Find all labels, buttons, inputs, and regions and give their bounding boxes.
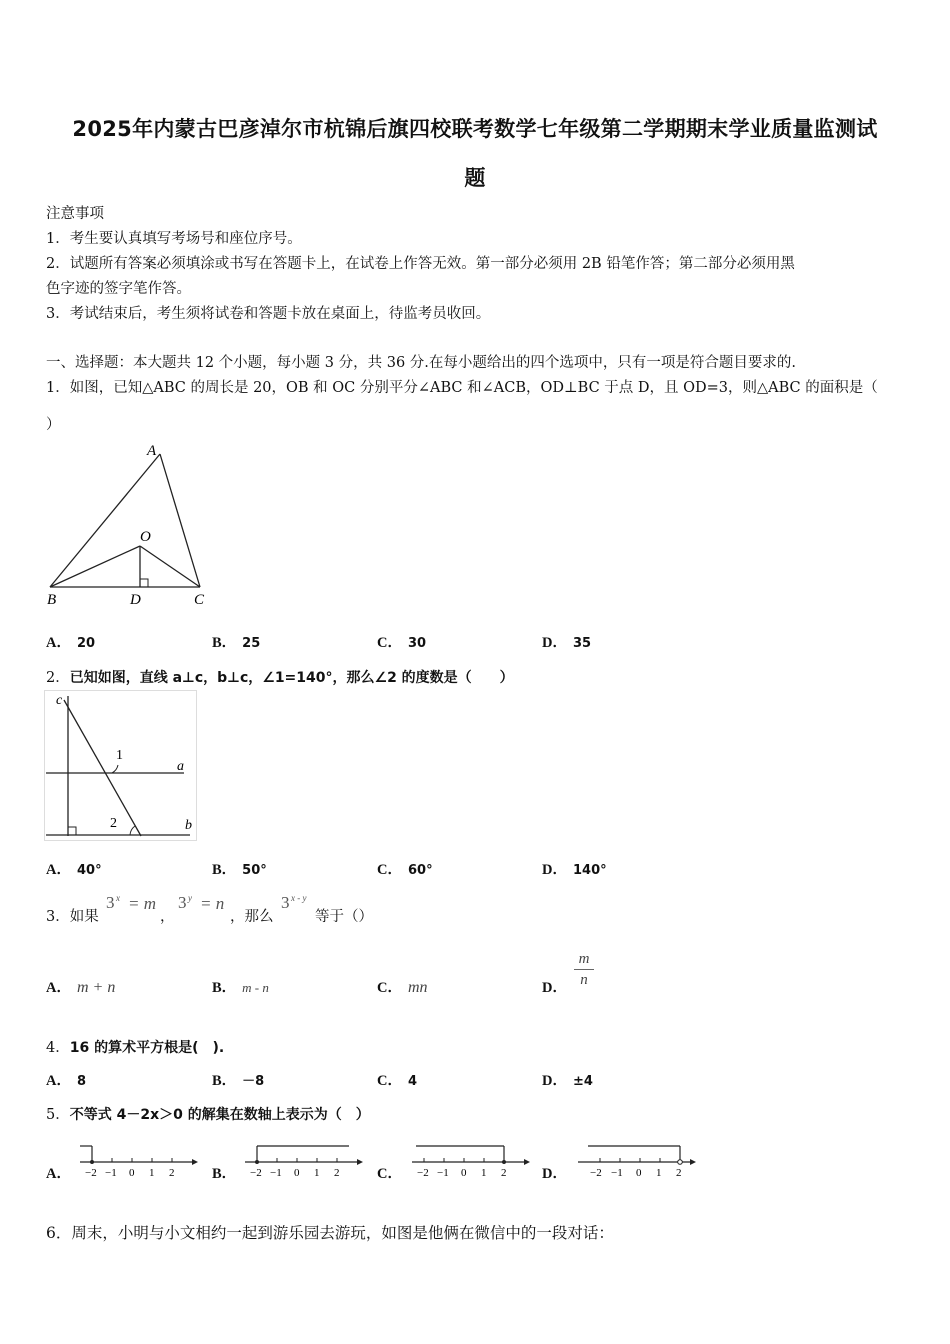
q5-option-b-letter: B．: [212, 1166, 237, 1182]
exam-title-line-1: 2025年内蒙古巴彦淖尔市杭锦后旗四校联考数学七年级第二学期期末学业质量监测试: [72, 117, 878, 141]
q5-a-tick-3: 1: [149, 1167, 155, 1179]
q5-d-tick-1: −1: [611, 1167, 623, 1179]
q1-option-a-letter: A．: [46, 635, 71, 651]
q4-line: [46, 1036, 224, 1057]
q2-option-d-value: 140°: [572, 863, 607, 878]
q2-lines-figure: [44, 690, 200, 842]
q6-number: 6．: [46, 1224, 72, 1242]
q3-expr3-base: 3: [281, 893, 290, 912]
q3-expr3-exp: x - y: [291, 893, 307, 903]
q4-option-a-value: 8: [76, 1074, 87, 1089]
q3-option-b-letter: B．: [212, 980, 237, 996]
q1-label-d: D: [130, 592, 141, 608]
q4-option-c[interactable]: [377, 1069, 417, 1090]
q3-expr1-rest: = m: [128, 894, 156, 913]
q5-text: 不等式 4－2x＞0 的解集在数轴上表示为（ ）: [69, 1107, 370, 1123]
q3-option-c[interactable]: [377, 976, 428, 997]
q1-option-c-letter: C．: [377, 635, 402, 651]
q3-option-a-letter: A．: [46, 980, 71, 996]
q1-label-a: A: [147, 443, 157, 459]
q4-option-d-value: ±4: [572, 1074, 593, 1089]
q2-option-a-value: 40°: [76, 863, 102, 878]
q5-a-tick-2: 0: [129, 1167, 135, 1179]
q2-text: 已知如图，直线 a⊥c，b⊥c，∠1=140°，那么∠2 的度数是（ ）: [69, 670, 514, 686]
q5-a-tick-0: −2: [85, 1167, 97, 1179]
q1-text-cont: ）: [46, 417, 61, 433]
q6-text: 周末，小明与小文相约一起到游乐园去游玩，如图是他俩在微信中的一段对话：: [71, 1224, 614, 1242]
notice-heading: 注意事项: [46, 206, 104, 222]
notice-item-2: 2．试题所有答案必须填涂或书写在答题卡上，在试卷上作答无效。第一部分必须用 2B 铅笔作答；第二部分必须用黑: [46, 256, 795, 272]
q2-option-d-letter: D．: [542, 862, 567, 878]
notice-item-1: 1．考生要认真填写考场号和座位序号。: [46, 231, 302, 247]
q3-expr1-base: 3: [106, 893, 115, 912]
q5-numberline-c: [412, 1140, 530, 1180]
q4-option-b[interactable]: [212, 1069, 264, 1090]
q5-b-tick-2: 0: [294, 1167, 300, 1179]
q3-option-c-value: mn: [407, 979, 428, 996]
q3-fraction-denominator: n: [580, 972, 588, 988]
q5-c-tick-1: −1: [437, 1167, 449, 1179]
q1-label-o: O: [140, 529, 151, 545]
q5-d-tick-4: 2: [676, 1167, 682, 1179]
q1-option-c[interactable]: [377, 631, 426, 652]
q3-fraction-numerator: m: [578, 951, 590, 967]
q2-option-c-letter: C．: [377, 862, 402, 878]
notice-item-2-cont: 色字迹的签字笔作答。: [46, 281, 191, 297]
q6-line: [46, 1221, 614, 1243]
q2-line: [46, 666, 514, 687]
q2-option-c[interactable]: [377, 858, 433, 879]
q2-option-a-letter: A．: [46, 862, 71, 878]
q5-numberline-d: [578, 1140, 696, 1180]
q1-option-b-value: 25: [242, 636, 261, 651]
q5-b-tick-3: 1: [314, 1167, 320, 1179]
q1-option-a-value: 20: [76, 636, 96, 651]
q1-option-b[interactable]: [212, 631, 260, 652]
q4-option-d[interactable]: [542, 1069, 593, 1090]
q5-b-tick-4: 2: [334, 1167, 340, 1179]
q1-option-a[interactable]: [46, 631, 95, 652]
q5-a-tick-1: −1: [105, 1167, 117, 1179]
q4-option-c-value: 4: [407, 1074, 418, 1089]
q2-option-b-value: 50°: [242, 863, 267, 878]
q4-option-a[interactable]: [46, 1069, 86, 1090]
q4-option-a-letter: A．: [46, 1073, 71, 1089]
q3-option-b-value: m - n: [242, 980, 269, 995]
q5-option-a-letter: A．: [46, 1166, 71, 1182]
q2-option-b-letter: B．: [212, 862, 237, 878]
q5-b-tick-1: −1: [270, 1167, 282, 1179]
q4-number: 4．: [46, 1040, 70, 1056]
q5-d-tick-3: 1: [656, 1167, 662, 1179]
q5-b-tick-0: −2: [250, 1167, 262, 1179]
q4-option-d-letter: D．: [542, 1073, 567, 1089]
q5-c-tick-0: −2: [417, 1167, 429, 1179]
q1-option-d-letter: D．: [542, 635, 567, 651]
q5-numberline-b: [245, 1140, 363, 1180]
q2-label-a: a: [177, 759, 184, 774]
notice-item-3: 3．考试结束后，考生须将试卷和答题卡放在桌面上，待监考员收回。: [46, 306, 491, 322]
q1-triangle-figure: [44, 440, 209, 612]
q5-option-c[interactable]: [377, 1162, 408, 1183]
q5-number: 5．: [46, 1107, 70, 1123]
q1-option-c-value: 30: [407, 636, 427, 651]
q5-option-a[interactable]: [46, 1162, 77, 1183]
q5-d-tick-2: 0: [636, 1167, 642, 1179]
q1-label-c: C: [194, 592, 205, 608]
q3-suffix: 等于（）: [315, 909, 373, 925]
q5-d-tick-0: −2: [590, 1167, 602, 1179]
q2-option-b[interactable]: [212, 858, 267, 879]
q2-option-a[interactable]: [46, 858, 102, 879]
q5-option-d[interactable]: [542, 1162, 573, 1183]
exam-title-line-2: 题: [464, 166, 486, 190]
q5-option-b[interactable]: [212, 1162, 242, 1183]
q2-label-2: 2: [110, 816, 117, 831]
q3-option-d[interactable]: [542, 976, 573, 997]
q5-option-d-letter: D．: [542, 1166, 567, 1182]
q3-option-c-letter: C．: [377, 980, 402, 996]
q3-option-d-fraction: [574, 950, 594, 989]
q1-option-d[interactable]: [542, 631, 591, 652]
q3-comma: ，: [160, 909, 175, 925]
q3-expr2-exp: y: [188, 893, 192, 903]
q5-line: [46, 1103, 370, 1124]
q3-option-d-letter: D．: [542, 980, 567, 996]
q4-option-b-letter: B．: [212, 1073, 237, 1089]
q1-option-b-letter: B．: [212, 635, 237, 651]
q2-label-b: b: [185, 818, 192, 833]
q2-number: 2．: [46, 670, 70, 686]
q1-option-d-value: 35: [572, 636, 592, 651]
q3-option-a-value: m + n: [76, 979, 116, 996]
q2-label-c: c: [56, 693, 63, 708]
q2-option-d[interactable]: [542, 858, 607, 879]
q3-option-a[interactable]: [46, 976, 115, 997]
q3-option-b[interactable]: [212, 976, 269, 997]
q5-c-tick-2: 0: [461, 1167, 467, 1179]
q4-text: 16 的算术平方根是( ).: [69, 1040, 225, 1056]
q3-expr1-exp: x: [116, 893, 120, 903]
q5-a-tick-4: 2: [169, 1167, 175, 1179]
q3-expr2-base: 3: [178, 893, 187, 912]
q3-mid: ，那么: [230, 909, 274, 925]
q4-option-b-value: －8: [242, 1074, 265, 1089]
q1-label-b: B: [47, 592, 57, 608]
q5-numberline-a: [80, 1140, 198, 1180]
q2-label-1: 1: [116, 748, 123, 763]
q3-fraction-bar: [574, 969, 594, 970]
q5-option-c-letter: C．: [377, 1166, 402, 1182]
q3-expr2-rest: = n: [200, 894, 225, 913]
q5-c-tick-3: 1: [481, 1167, 487, 1179]
section-heading: 一、选择题：本大题共 12 个小题，每小题 3 分，共 36 分.在每小题给出的四个选项中，只有一项是符合题目要求的.: [46, 355, 796, 371]
q2-option-c-value: 60°: [407, 863, 433, 878]
q1-text: 1．如图，已知△ABC 的周长是 20，OB 和 OC 分别平分∠ABC 和∠ACB，OD⊥BC 于点 D，且 OD=3，则△ABC 的面积是（: [46, 380, 878, 396]
q4-option-c-letter: C．: [377, 1073, 402, 1089]
q5-c-tick-4: 2: [501, 1167, 507, 1179]
q3-prefix: 3．如果: [46, 909, 99, 925]
